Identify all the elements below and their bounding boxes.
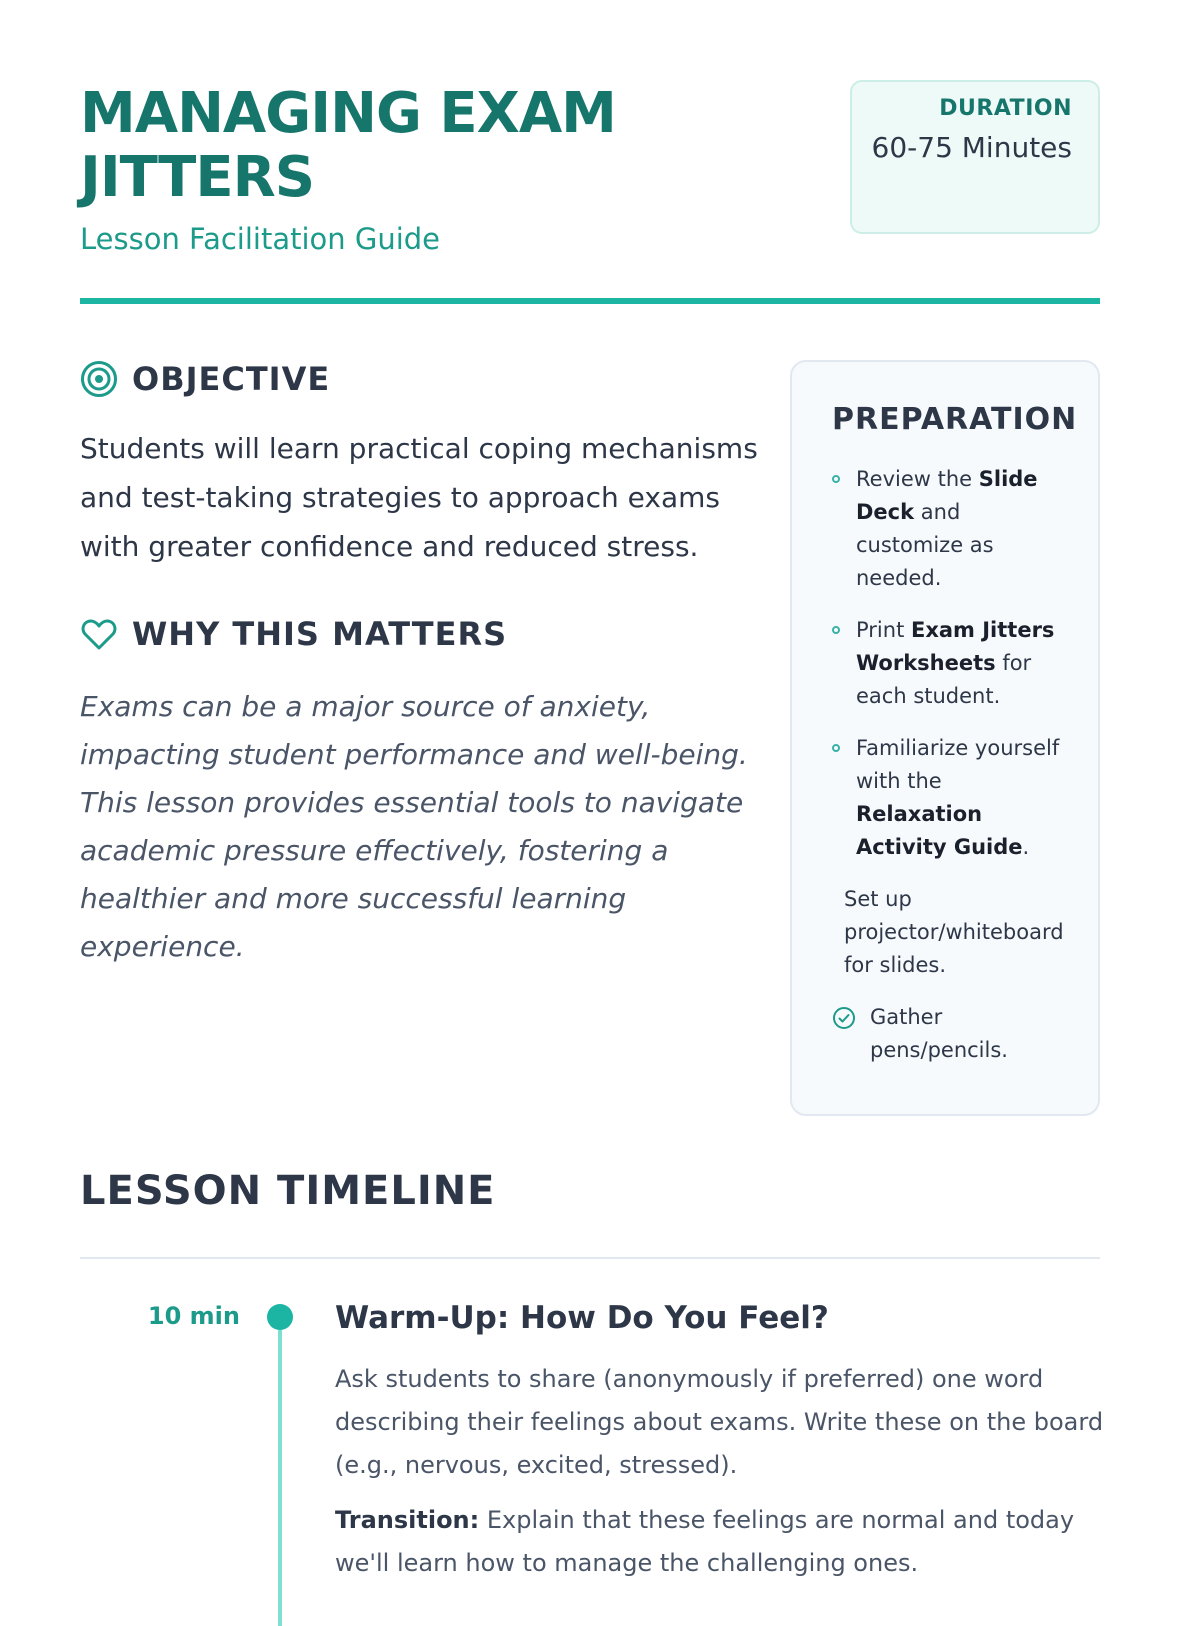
duration-value: 60-75 Minutes bbox=[871, 131, 1072, 164]
timeline-line bbox=[278, 1326, 282, 1626]
page-title: MANAGING EXAM JITTERS bbox=[80, 81, 616, 210]
prep-item bbox=[832, 732, 1068, 864]
heart-icon bbox=[80, 615, 118, 653]
timeline-title: Warm-Up: How Do You Feel? bbox=[335, 1300, 829, 1336]
prep-text: for each student. bbox=[856, 651, 1032, 708]
timeline-description: Ask students to share (anonymously if preferred) one word describing their feelings about exams. Write these on the board (e.g., nervous, excited, stressed). bbox=[335, 1365, 1104, 1479]
check-circle-icon bbox=[832, 1006, 856, 1030]
timeline-heading: LESSON TIMELINE bbox=[80, 1168, 496, 1214]
circle-bullet-icon bbox=[832, 475, 840, 483]
why-heading-label: WHY THIS MATTERS bbox=[132, 615, 508, 653]
prep-text: Print bbox=[856, 618, 911, 642]
page-subtitle: Lesson Facilitation Guide bbox=[80, 222, 441, 256]
objective-text: Students will learn practical coping mechanisms and test-taking strategies to approach exams with greater confidence and reduced stress. bbox=[80, 432, 758, 563]
transition-label: Transition: bbox=[335, 1506, 480, 1534]
objective-heading bbox=[80, 360, 780, 398]
timeline-time: 10 min bbox=[147, 1302, 240, 1330]
header-divider bbox=[80, 298, 1100, 304]
prep-item bbox=[832, 883, 1068, 982]
transition-text: Explain that these feelings are normal and today we'll learn how to manage the challenging ones. bbox=[335, 1506, 1075, 1577]
timeline-divider bbox=[80, 1257, 1100, 1259]
prep-item bbox=[832, 1001, 1068, 1067]
duration-box bbox=[850, 80, 1100, 234]
circle-bullet-icon bbox=[832, 626, 840, 634]
prep-text: Set up projector/whiteboard for slides. bbox=[844, 887, 1064, 977]
prep-text: Familiarize yourself with the bbox=[856, 736, 1060, 793]
timeline-content bbox=[335, 1300, 1105, 1585]
why-heading bbox=[80, 615, 780, 653]
circle-bullet-icon bbox=[832, 744, 840, 752]
prep-bold: Slide Deck bbox=[856, 467, 1038, 524]
prep-text: and customize as needed. bbox=[856, 500, 994, 590]
preparation-title: PREPARATION bbox=[832, 402, 1078, 437]
timeline-transition bbox=[335, 1499, 1105, 1585]
main-content bbox=[80, 310, 1100, 1170]
left-column bbox=[80, 360, 780, 971]
why-text: Exams can be a major source of anxiety, impacting student performance and well-being. This lesson provides essential tools to navigate academic pressure effectively, fostering a healthier and more successful learning experience. bbox=[80, 690, 748, 963]
preparation-card bbox=[790, 360, 1100, 1116]
prep-text: Gather pens/pencils. bbox=[870, 1005, 1008, 1062]
prep-text: Review the bbox=[856, 467, 979, 491]
target-icon bbox=[80, 360, 118, 398]
prep-text: . bbox=[1022, 835, 1030, 859]
prep-bold: Relaxation Activity Guide bbox=[856, 802, 1023, 859]
header bbox=[80, 0, 1100, 310]
timeline-dot bbox=[267, 1304, 293, 1330]
preparation-list bbox=[832, 463, 1068, 1067]
prep-item bbox=[832, 614, 1068, 713]
prep-bold: Exam Jitters Worksheets bbox=[856, 618, 1055, 675]
objective-heading-label: OBJECTIVE bbox=[132, 360, 331, 398]
prep-item bbox=[832, 463, 1068, 595]
duration-label: DURATION bbox=[939, 96, 1072, 121]
